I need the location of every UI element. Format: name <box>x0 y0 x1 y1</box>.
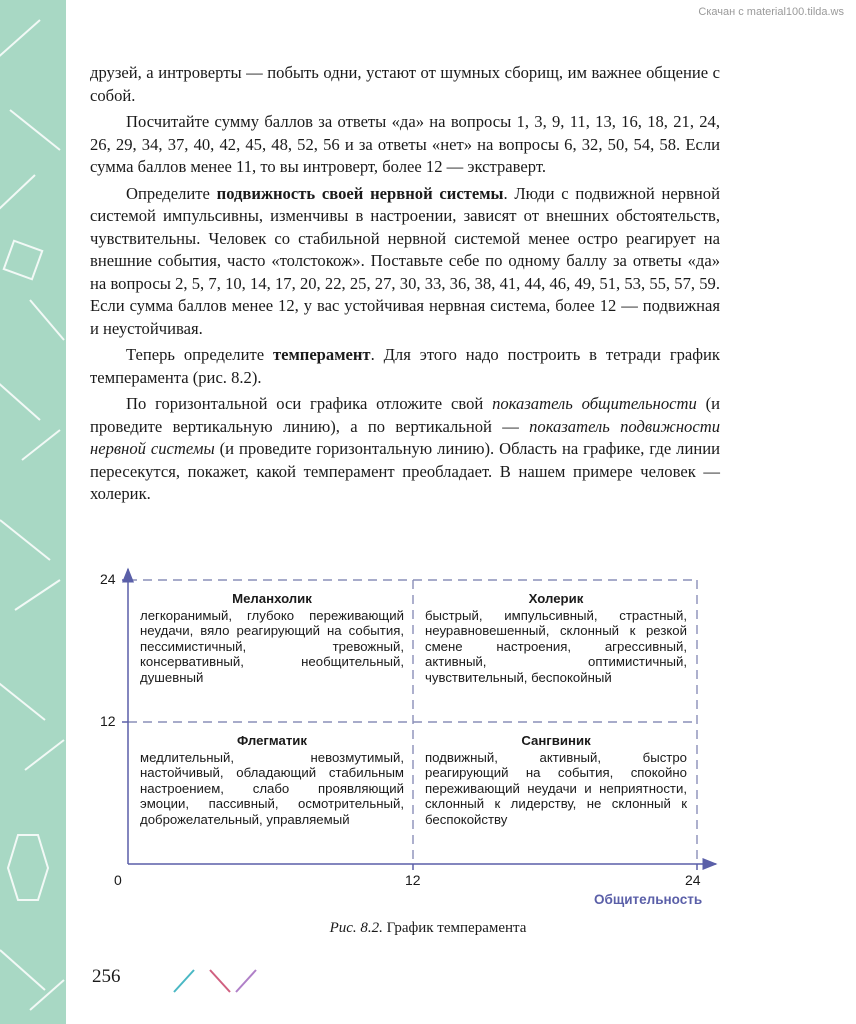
quadrant-description: легкоранимый, глубоко переживающий неудачи, вяло реагирующий на события, пессимистичный, тревожный, консервативный, необщительный, душевный <box>140 607 404 685</box>
quadrant-melancholic <box>140 591 404 686</box>
quadrant-sanguine <box>425 733 687 828</box>
caption-text: График темперамента <box>382 920 527 936</box>
paragraph-1: друзей, а интроверты — побыть одни, устают от шумных сборищ, им важнее общение с собой. <box>90 63 720 105</box>
body-text <box>90 62 720 510</box>
quadrant-phlegmatic <box>140 733 404 828</box>
decorative-side-strip <box>0 0 66 1024</box>
temperament-chart <box>84 566 734 926</box>
x-axis-label: Общительность <box>594 892 703 907</box>
quadrant-title: Флегматик <box>236 733 308 748</box>
quadrant-description: подвижный, активный, быстро реагирующий на события, спокойно переживающий неудачи и неприятности, склонный к лидерству, не склонный к беспокойству <box>425 749 687 827</box>
x-tick-label-0: 0 <box>114 872 122 888</box>
caption-number: Рис. 8.2. <box>329 920 383 936</box>
paragraph-4-part-b: . Для этого надо построить в тетради график темперамента (рис. 8.2). <box>90 345 720 387</box>
quadrant-description: медлительный, невозмутимый, настойчивый, обладающий стабильным настроением, слабо проявляющий эмоции, пассивный, осмотрительный, доброжелательный, управляемый <box>140 749 404 827</box>
quadrant-description: быстрый, импульсивный, страстный, неуравновешенный, склонный к резкой смене настроения, агрессивный, активный, оптимистичный, чувствительный, беспокойный <box>425 607 687 685</box>
paragraph-5-italic-2: показатель подвижности нервной системы <box>90 416 720 458</box>
y-tick-label-12: 12 <box>100 713 116 729</box>
paragraph-5 <box>90 393 720 506</box>
paragraph-5-italic-1: показатель общительности <box>492 394 697 413</box>
paragraph-5-part-c: (и проведите горизонтальную линию). Область на графике, где линии пересекутся, покажет, какой темперамент преобладает. В нашем примере человек — холерик. <box>90 439 720 503</box>
page-number: 256 <box>92 966 121 987</box>
quadrant-title: Меланхолик <box>232 591 312 606</box>
quadrant-choleric <box>425 591 687 686</box>
y-tick-label-24: 24 <box>100 571 116 587</box>
paragraph-2: Посчитайте сумму баллов за ответы «да» на вопросы 1, 3, 9, 11, 13, 16, 18, 21, 24, 26, 29, 34, 37, 40, 42, 45, 48, 52, 56 и за ответы «нет» на вопросы 6, 32, 50, 54, 58. Если сумма баллов менее 11, то вы интроверт, более 12 — экстраверт. <box>90 112 720 176</box>
x-tick-label-24: 24 <box>685 872 701 888</box>
paragraph-4-bold: темперамент <box>272 345 371 364</box>
figure-caption <box>0 920 856 937</box>
paragraph-5-part-b: (и проведите вертикальную линию), а по вертикальной — <box>90 394 720 436</box>
paragraph-3 <box>90 183 720 341</box>
paragraph-5-part-a: По горизонтальной оси графика отложите свой <box>126 394 493 413</box>
paragraph-4 <box>90 344 720 389</box>
paragraph-3-bold: подвижность своей нервной системы <box>216 183 504 203</box>
x-tick-label-12: 12 <box>405 872 421 888</box>
paragraph-4-part-a: Теперь определите <box>126 345 273 364</box>
quadrant-title: Сангвиник <box>521 733 591 748</box>
geometric-pattern-icon <box>0 0 66 1024</box>
paragraph-3-part-a: Определите <box>126 183 217 203</box>
quadrant-title: Холерик <box>528 591 584 606</box>
decorative-lines-icon <box>172 966 262 996</box>
watermark: Скачан с material100.tilda.ws <box>698 6 844 18</box>
paragraph-3-part-b: . Люди с подвижной нервной системой импульсивны, изменчивы в настроении, зависят от внешних обстоятельств, чувствительны. Человек со стабильной нервной системой менее остро реагирует на внешние события, часто «толстокож». Поставьте себе по одному баллу за ответы «да» на вопросы 2, 5, 7, 10, 14, 17, 20, 22, 25, 27, 30, 33, 36, 38, 41, 44, 46, 49, 51, 53, 55, 57, 59. Если сумма баллов менее 12, у вас устойчивая нервная система, более 12 — подвижная и неустойчивая. <box>90 183 720 338</box>
